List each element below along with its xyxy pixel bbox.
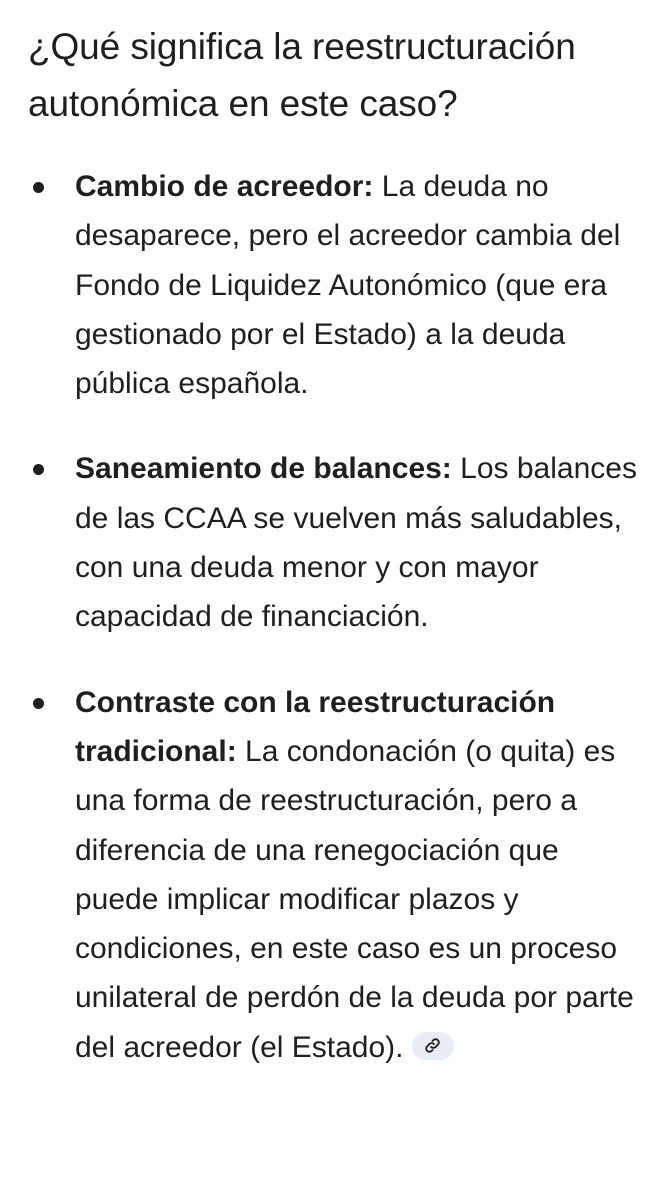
bullet-title: Contraste con la reestructuración tradicional:: [75, 685, 556, 768]
bullet-item-saneamiento-de-balances: [28, 444, 638, 641]
bullet-item-contraste-reestructuracion: [28, 678, 638, 1072]
bullet-title: Cambio de acreedor:: [75, 170, 374, 203]
bullet-text: Los balances de las CCAA se vuelven más saludables, con una deuda menor y con mayor capacidad de financiación.: [75, 452, 637, 634]
source-link-button[interactable]: [412, 1032, 454, 1060]
bullet-dot: [33, 182, 44, 193]
bullet-dot: [33, 464, 44, 475]
section-heading: ¿Qué significa la reestructuración autonómica en este caso?: [28, 26, 576, 124]
bullet-item-cambio-de-acreedor: [28, 162, 638, 408]
bullet-text: La condonación (o quita) es una forma de reestructuración, pero a diferencia de una renegociación que puede implicar modificar plazos y condiciones, en este caso es un proceso unilateral de perdón de la deuda por parte del acreedor (el Estado).: [75, 734, 634, 1064]
bullet-title: Saneamiento de balances:: [75, 452, 452, 486]
bullet-dot: [33, 698, 44, 709]
bullet-text: La deuda no desaparece, pero el acreedor cambia del Fondo de Liquidez Autonómico (que era gestionado por el Estado) a la deuda pública española.: [75, 170, 621, 401]
link-icon: [424, 1037, 441, 1054]
bullet-list: [28, 162, 638, 1072]
